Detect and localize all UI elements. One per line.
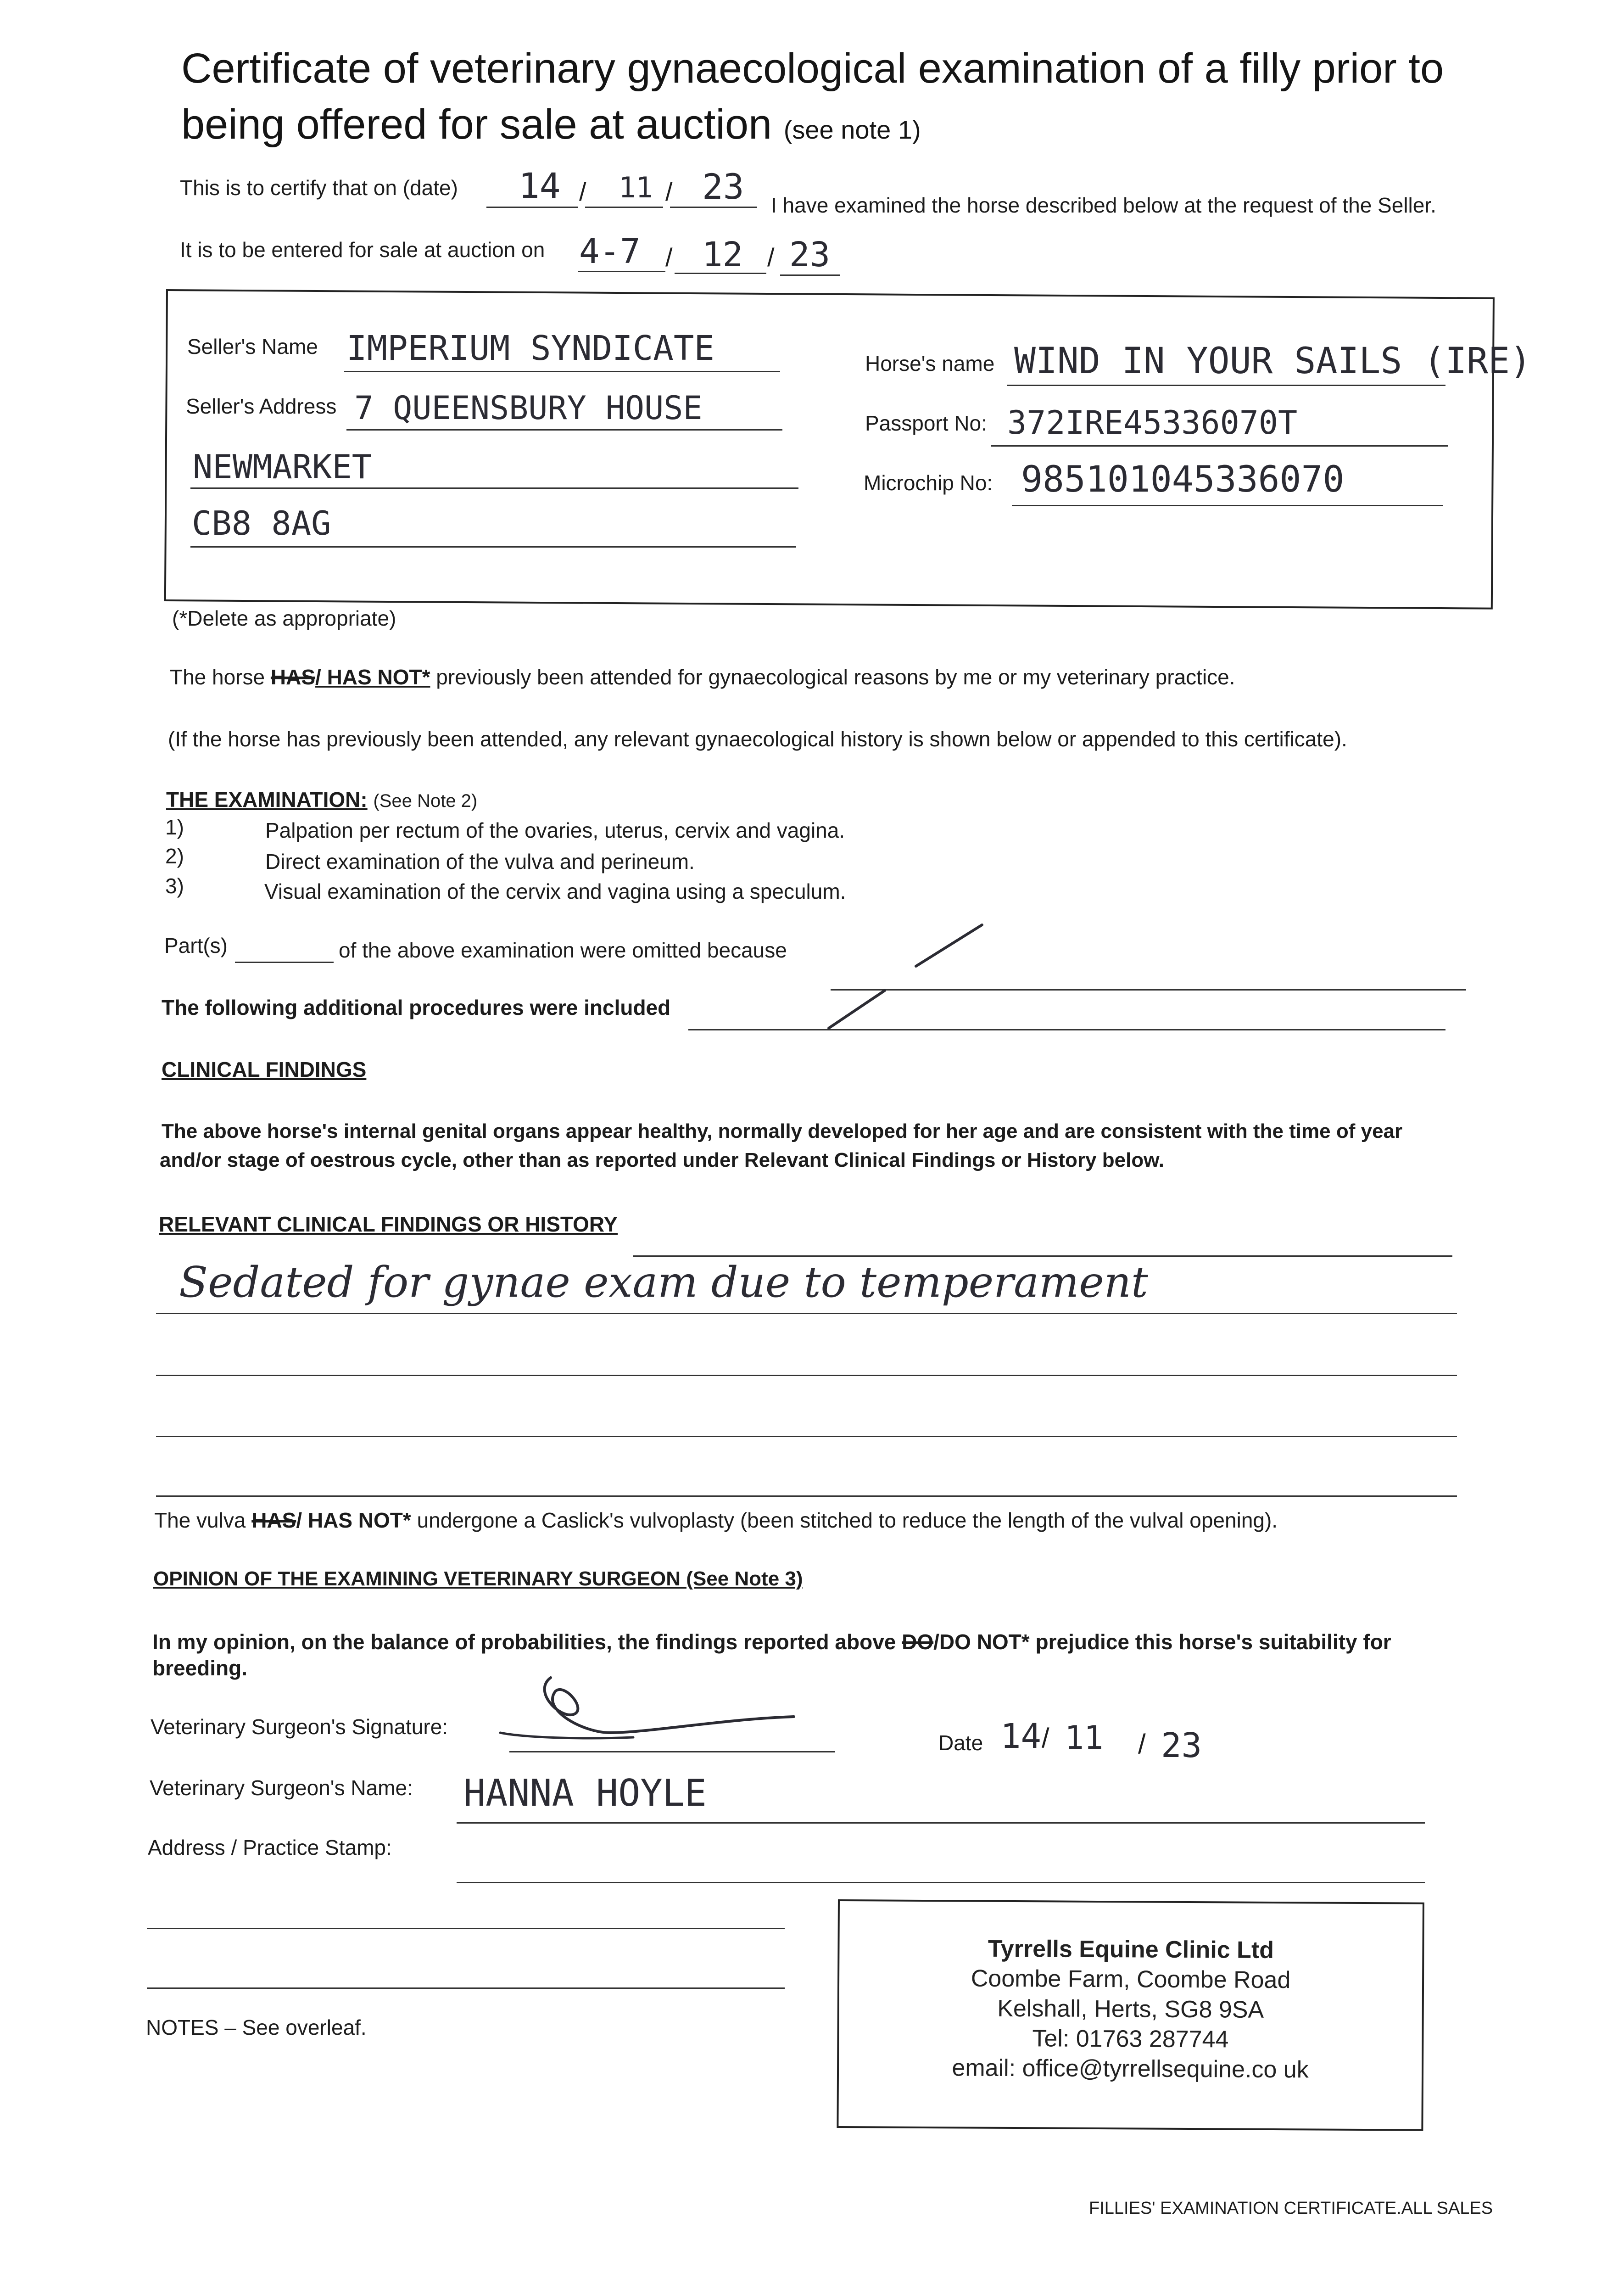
- omitted-suffix: of the above examination were omitted because: [339, 938, 787, 962]
- opinion-heading: OPINION OF THE EXAMINING VETERINARY SURGEON (See Note 3): [153, 1567, 803, 1590]
- auction-month: 12: [702, 235, 743, 274]
- examination-note: (See Note 2): [373, 791, 478, 811]
- vet-name-value: HANNA HOYLE: [463, 1772, 707, 1814]
- exam-item-1-text: Palpation per rectum of the ovaries, uterus, cervix and vagina.: [265, 818, 845, 842]
- opinion-do: DO: [902, 1630, 934, 1654]
- omitted-strike-mark: [913, 920, 987, 971]
- vulva-prefix: The vulva: [154, 1508, 246, 1532]
- certify-suffix: I have examined the horse described below at the request of the Seller.: [771, 193, 1436, 217]
- certify-day: 14: [519, 165, 561, 206]
- additional-strike-mark: [826, 987, 890, 1033]
- practice-stamp: [837, 1899, 1424, 2131]
- certify-prefix: This is to certify that on (date): [180, 176, 458, 200]
- passport-label: Passport No:: [865, 411, 987, 435]
- exam-item-2-num: 2): [165, 844, 184, 868]
- stamp-email: email: office@tyrrellsequine.co uk: [952, 2054, 1309, 2083]
- passport-value: 372IRE45336070T: [1007, 404, 1298, 442]
- exam-item-3-text: Visual examination of the cervix and vagina using a speculum.: [264, 879, 846, 903]
- certify-month: 11: [619, 171, 653, 204]
- practice-stamp-label: Address / Practice Stamp:: [148, 1836, 392, 1859]
- exam-item-1-num: 1): [165, 815, 184, 839]
- notes-line: NOTES – See overleaf.: [146, 2015, 367, 2039]
- omitted-prefix: Part(s): [164, 934, 228, 957]
- delete-note: (*Delete as appropriate): [172, 606, 396, 630]
- history-note: (If the horse has previously been attended, any relevant gynaecological history is shown below or appended to this certificate).: [168, 727, 1347, 751]
- signature-date-year: 23: [1161, 1726, 1202, 1765]
- date-label: Date: [938, 1731, 983, 1755]
- vet-name-label: Veterinary Surgeon's Name:: [150, 1776, 413, 1800]
- clinical-statement-line2: and/or stage of oestrous cycle, other than as reported under Relevant Clinical Findings or History below.: [160, 1149, 1165, 1171]
- vulva-line: [154, 1508, 1278, 1533]
- certify-year: 23: [702, 166, 744, 207]
- seller-name-label: Seller's Name: [187, 335, 318, 358]
- opinion-line1: [152, 1629, 1391, 1654]
- seller-address-label: Seller's Address: [186, 394, 337, 418]
- auction-prefix: It is to be entered for sale at auction on: [180, 238, 545, 262]
- relevant-heading: RELEVANT CLINICAL FINDINGS OR HISTORY: [159, 1212, 618, 1236]
- stamp-address-line2: Kelshall, Herts, SG8 9SA: [997, 1995, 1264, 2023]
- attended-prefix: The horse: [170, 665, 265, 689]
- title-note: (see note 1): [783, 115, 921, 144]
- clinical-heading: CLINICAL FINDINGS: [162, 1058, 367, 1081]
- opinion-line1-b: /DO NOT* prejudice this horse's suitability for: [933, 1630, 1391, 1654]
- vulva-has: HAS: [251, 1508, 296, 1532]
- vulva-suffix: undergone a Caslick's vulvoplasty (been stitched to reduce the length of the vulval opening).: [417, 1508, 1278, 1532]
- relevant-findings-text: Sedated for gynae exam due to temperament: [179, 1258, 1148, 1307]
- examination-heading: THE EXAMINATION:: [166, 788, 368, 812]
- examination-heading-line: [166, 787, 477, 812]
- opinion-line2: breeding.: [152, 1656, 248, 1680]
- seller-address-line2: NEWMARKET: [193, 448, 372, 486]
- title-line2: [181, 102, 921, 147]
- stamp-clinic-name: Tyrrells Equine Clinic Ltd: [988, 1935, 1274, 1964]
- microchip-value: 985101045336070: [1021, 459, 1345, 500]
- seller-address-line3: CB8 8AG: [192, 504, 331, 543]
- horse-name-label: Horse's name: [865, 352, 995, 375]
- seller-name-value: IMPERIUM SYNDICATE: [346, 329, 714, 368]
- certificate-page: Certificate of veterinary gynaecological examination of a filly prior to being offered for sale at auction (see note 1) This is to certify that on (date) 14 / 11 / 23 I have examined the horse described below at the request of the Seller. It is to be entered for sale at auction on 4-7 / 12 / 23 Seller's Name IMPERIUM SYNDICATE Seller's Address 7 QUEENSBURY HOUSE NEWMARKET CB8 8AG Horse's name WIND IN YOUR SAILS (IRE) Passport No: 372IRE45336070T Microchip No: 985101045336070 (*Delete as appropriate) The horse HAS/ HAS NOT* previously been attended for gynaecological reasons by me or my veterinary practice. (If the horse has previously been attended, any relevant gynaecological history is shown below or appended to this certificate). THE EXAMINATION: (See Note 2) 1) Palpation per rectum of the ovaries, uterus, cervix and vagina. 2) Direct examination of the vulva and perineum. 3) Visual examination of the cervix and vagina using a speculum. Part(s) of the above examination were omitted because The following additional procedures were included CLINICAL FINDINGS The above horse's internal genital organs appear healthy, normally developed for her age and are consistent with the time of year and/or stage of oestrous cycle, other than as reported under Relevant Clinical Findings or History below. RELEVANT CLINICAL FINDINGS OR HISTORY Sedated for gynae exam due to temperament The vulva HAS/ HAS NOT* undergone a Caslick's vulvoplasty (been stitched to reduce the length of the vulval opening). OPINION OF THE EXAMINING VETERINARY SURGEON (See Note 3) In my opinion, on the balance of probabilities, the findings reported above DO/DO NOT* prejudice this horse's suitability for breeding. Veterinary Surgeon's Signature: Date 14 / 11 / 23 Veterinary Surgeon's Name: HANNA HOYLE Address / Practice Stamp: NOTES – See overleaf. Tyrrells Equine Clinic Ltd Coombe Farm, Coombe Road Kelshall, Herts, SG8 9SA Tel: 01763 287744 email: office@tyrrellsequine.co uk FILLIES' EXAMINATION CERTIFICATE.ALL SALES: [146, 45, 1532, 2218]
- attended-has: HAS: [270, 665, 316, 689]
- attended-suffix: previously been attended for gynaecological reasons by me or my veterinary practice.: [436, 665, 1235, 689]
- exam-item-2-text: Direct examination of the vulva and perineum.: [265, 850, 695, 873]
- auction-day: 4-7: [579, 232, 641, 271]
- exam-item-3-num: 3): [165, 874, 184, 898]
- vet-signature: [496, 1664, 808, 1751]
- auction-year: 23: [789, 235, 831, 274]
- seller-address-line1: 7 QUEENSBURY HOUSE: [354, 389, 703, 427]
- title-line1: Certificate of veterinary gynaecological examination of a filly prior to: [181, 45, 1444, 92]
- stamp-address-line1: Coombe Farm, Coombe Road: [971, 1965, 1291, 1994]
- microchip-label: Microchip No:: [864, 471, 993, 495]
- attended-has-not: / HAS NOT*: [315, 665, 430, 689]
- signature-date-day: 14: [1000, 1717, 1042, 1756]
- opinion-line1-a: In my opinion, on the balance of probabilities, the findings reported above: [152, 1630, 896, 1654]
- vulva-has-not: / HAS NOT*: [296, 1508, 411, 1532]
- title-line2-text: being offered for sale at auction: [181, 101, 772, 148]
- additional-procedures-label: The following additional procedures were included: [162, 996, 671, 1019]
- attended-line: [170, 665, 1235, 689]
- stamp-phone: Tel: 01763 287744: [1032, 2025, 1229, 2053]
- horse-name-value: WIND IN YOUR SAILS (IRE): [1014, 341, 1532, 382]
- signature-date-month: 11: [1065, 1719, 1104, 1757]
- clinical-statement-line1: The above horse's internal genital organs appear healthy, normally developed for her age and are consistent with the time of year: [162, 1120, 1403, 1142]
- signature-label: Veterinary Surgeon's Signature:: [151, 1715, 448, 1739]
- footer-label: FILLIES' EXAMINATION CERTIFICATE.ALL SALES: [1089, 2199, 1493, 2218]
